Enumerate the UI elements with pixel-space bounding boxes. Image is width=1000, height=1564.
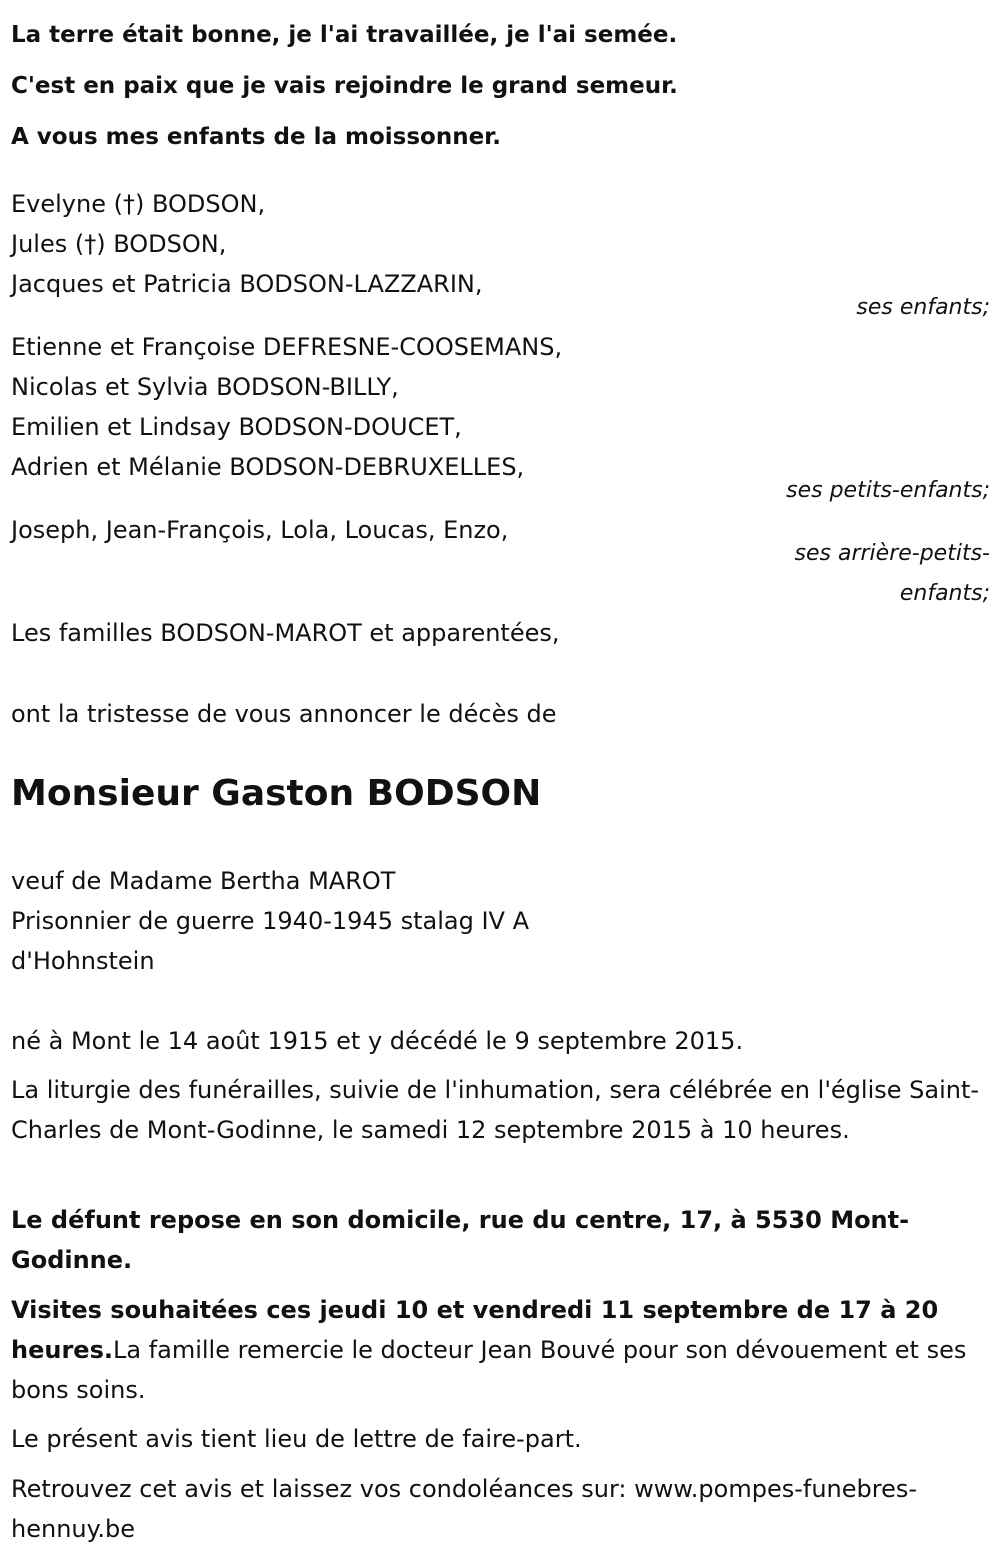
- website-paragraph: Retrouvez cet avis et laissez vos condoléances sur: www.pompes-funebres-hennuy.be: [11, 1475, 918, 1543]
- thanks-text: La famille remercie le docteur Jean Bouvé pour son dévouement et ses bons soins.: [11, 1336, 967, 1404]
- announcement-line: ont la tristesse de vous annoncer le décès de: [11, 700, 557, 728]
- grandchildren-list: [11, 327, 562, 487]
- visits-paragraph: [11, 1290, 986, 1410]
- grandchildren-role: ses petits-enfants;: [786, 478, 990, 503]
- families-line: Les familles BODSON-MAROT et apparentées,: [11, 619, 560, 647]
- details-line-3: d'Hohnstein: [11, 947, 155, 975]
- great-grandchildren-role-line-1: ses arrière-petits-: [794, 541, 990, 566]
- deceased-details: [11, 861, 529, 981]
- great-grandchildren-role: [795, 534, 990, 614]
- poem: [11, 10, 678, 163]
- grandchild-item: Emilien et Lindsay BODSON-DOUCET,: [11, 413, 462, 441]
- great-grandchildren-role-line-2: enfants;: [899, 581, 990, 606]
- child-item: Jacques et Patricia BODSON-LAZZARIN,: [11, 270, 483, 298]
- grandchild-item: Etienne et Françoise DEFRESNE-COOSEMANS,: [11, 333, 563, 361]
- liturgy-paragraph: La liturgie des funérailles, suivie de l'inhumation, sera célébrée en l'église Saint-Charles de Mont-Godinne, le samedi 12 septembre 2015 à 10 heures.: [11, 1076, 980, 1144]
- notice-line: Le présent avis tient lieu de lettre de faire-part.: [11, 1425, 582, 1453]
- great-grandchild-item: Joseph, Jean-François, Lola, Loucas, Enzo,: [11, 516, 509, 544]
- deceased-name: Monsieur Gaston BODSON: [11, 773, 542, 814]
- grandchild-item: Adrien et Mélanie BODSON-DEBRUXELLES,: [11, 453, 525, 481]
- birth-death-line: né à Mont le 14 août 1915 et y décédé le 9 septembre 2015.: [11, 1027, 744, 1055]
- details-line-2: Prisonnier de guerre 1940-1945 stalag IV A: [11, 907, 529, 935]
- poem-line-2: C'est en paix que je vais rejoindre le grand semeur.: [11, 73, 678, 99]
- poem-line-3: A vous mes enfants de la moissonner.: [11, 124, 501, 150]
- grandchild-item: Nicolas et Sylvia BODSON-BILLY,: [11, 373, 399, 401]
- child-item: Evelyne (†) BODSON,: [11, 190, 266, 218]
- poem-line-1: La terre était bonne, je l'ai travaillée, je l'ai semée.: [11, 22, 678, 48]
- great-grandchildren-list: [11, 510, 508, 550]
- children-list: [11, 184, 483, 304]
- child-item: Jules (†) BODSON,: [11, 230, 227, 258]
- visits-text: Visites souhaitées ces jeudi 10 et vendredi 11 septembre de 17 à 20 heures.: [11, 1296, 939, 1364]
- repose-paragraph: Le défunt repose en son domicile, rue du centre, 17, à 5530 Mont-Godinne.: [11, 1206, 910, 1274]
- details-line-1: veuf de Madame Bertha MAROT: [11, 867, 396, 895]
- children-role: ses enfants;: [856, 295, 990, 320]
